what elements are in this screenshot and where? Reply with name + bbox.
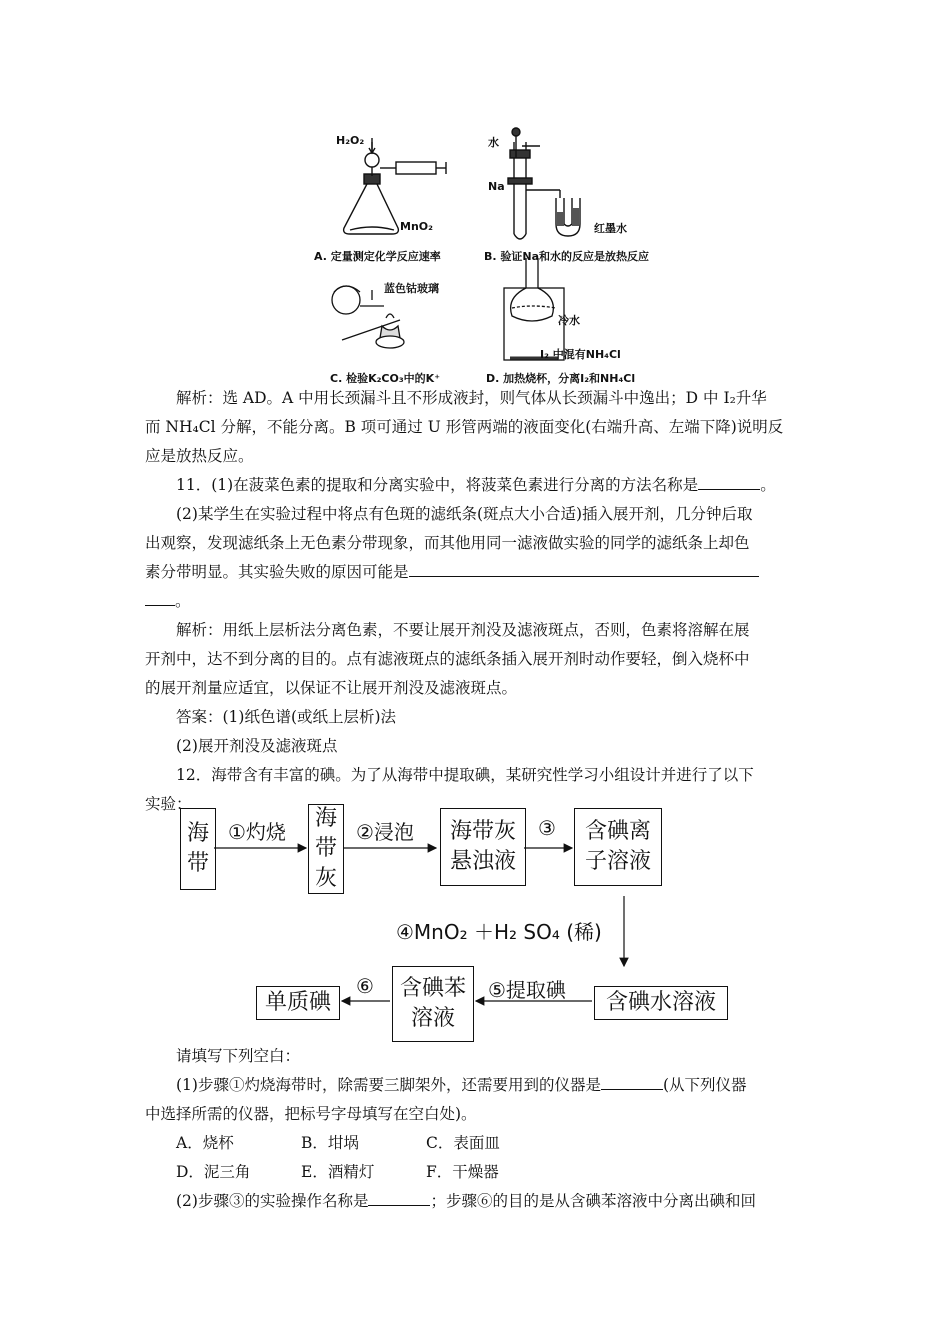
- q11-part2-line3: [145, 558, 807, 587]
- box-ash-suspension: 海带灰 悬浊液: [440, 808, 526, 886]
- caption-b: B. 验证Na和水的反应是放热反应: [484, 250, 650, 263]
- q11-answer2: (2)展开剂没及滤液斑点: [176, 737, 338, 755]
- q11-analysis-line1: 解析：用纸上层析法分离色素，不要让展开剂没及滤液斑点，否则，色素将溶解在展: [176, 621, 750, 639]
- box-seaweed-ash: 海 带 灰: [308, 804, 344, 894]
- q11-part1: [145, 471, 807, 500]
- box-elemental-iodine: 单质碘: [256, 986, 340, 1020]
- answer-blank[interactable]: [698, 471, 760, 490]
- label-step2: ②浸泡: [356, 820, 414, 844]
- label-step1: ①灼烧: [228, 820, 286, 844]
- label-cobalt-glass: 蓝色钴玻璃: [384, 282, 439, 295]
- box-iodine-benzene: 含碘苯 溶液: [392, 966, 474, 1042]
- q12-s1-line1: [145, 1071, 807, 1100]
- option-c: C．表面皿: [426, 1134, 500, 1152]
- q11-part2-line2: 出观察，发现滤纸条上无色素分带现象，而其他用同一滤液做实验的同学的滤纸条上却色: [145, 534, 750, 552]
- label-i2-mix: I₂ 中混有NH₄Cl: [540, 348, 621, 361]
- q12-s1-text-end: (从下列仪器: [662, 1076, 747, 1094]
- q10-analysis-line1: 解析：选 AD。A 中用长颈漏斗且不形成液封，则气体从长颈漏斗中逸出；D 中 I₂升华: [176, 389, 767, 407]
- q11-part2-line4: [145, 587, 807, 616]
- box-seaweed: 海 带: [180, 808, 216, 890]
- label-step5: ⑤提取碘: [488, 978, 566, 1002]
- q12-fill-prompt: 请填写下列空白：: [176, 1047, 301, 1065]
- q12-s1-line2: 中选择所需的仪器，把标号字母填写在空白处)。: [145, 1105, 477, 1123]
- q12-s2-text-end: ；步骤⑥的目的是从含碘苯溶液中分离出碘和回: [430, 1192, 756, 1210]
- q10-analysis-line3: 应是放热反应。: [145, 447, 254, 465]
- q11-analysis-line3: 的展开剂量应适宜，以保证不让展开剂没及滤液斑点。: [145, 679, 518, 697]
- label-cold-water: 冷水: [558, 314, 580, 327]
- options-row-2: [145, 1158, 807, 1187]
- caption-d: D. 加热烧杯，分离I₂和NH₄Cl: [486, 372, 636, 385]
- box-iodine-water: 含碘水溶液: [594, 986, 728, 1020]
- q12-intro-line2: 实验：: [145, 795, 192, 813]
- caption-c: C. 检验K₂CO₃中的K⁺: [330, 372, 440, 385]
- q11-part2-end: 。: [175, 592, 191, 610]
- answer-blank[interactable]: [145, 587, 175, 606]
- option-b: B．坩埚: [301, 1134, 359, 1152]
- answer-blank[interactable]: [368, 1187, 430, 1206]
- q12-s2-line1: [145, 1187, 807, 1216]
- label-water: 水: [488, 136, 499, 149]
- q11-part2-line1: (2)某学生在实验过程中将点有色斑的滤纸条(斑点大小合适)插入展开剂，几分钟后取: [176, 505, 753, 523]
- q11-part1-end: 。: [760, 476, 776, 494]
- text-block-lower: [145, 1042, 807, 1216]
- label-step3: ③: [538, 816, 556, 840]
- box-iodide-solution: 含碘离 子溶液: [574, 808, 662, 886]
- option-e: E．酒精灯: [301, 1163, 375, 1181]
- iodine-extraction-flow: [170, 800, 770, 1050]
- label-step4: ④MnO₂ ＋H₂ SO₄ (稀): [396, 920, 602, 944]
- q11-part1-text: 11．(1)在菠菜色素的提取和分离实验中，将菠菜色素进行分离的方法名称是: [176, 476, 699, 494]
- label-h2o2: H₂O₂: [336, 134, 365, 147]
- label-na: Na: [488, 180, 505, 193]
- q12-s1-text: (1)步骤①灼烧海带时，除需要三脚架外，还需要用到的仪器是: [176, 1076, 601, 1094]
- option-f: F．干燥器: [426, 1163, 499, 1181]
- option-a: A．烧杯: [176, 1134, 234, 1152]
- answer-blank[interactable]: [409, 558, 759, 577]
- label-mno2: MnO₂: [400, 220, 433, 233]
- q10-analysis-line2: 而 NH₄Cl 分解，不能分离。B 项可通过 U 形管两端的液面变化(右端升高、左端下降)说明反: [145, 418, 784, 436]
- q12-intro-line1: 12．海带含有丰富的碘。为了从海带中提取碘，某研究性学习小组设计并进行了以下: [176, 766, 754, 784]
- label-red-ink: 红墨水: [594, 222, 627, 235]
- option-d: D．泥三角: [176, 1163, 251, 1181]
- q11-answer1: 答案：(1)纸色谱(或纸上层析)法: [176, 708, 397, 726]
- text-block-upper: [145, 384, 807, 819]
- label-step6: ⑥: [356, 974, 374, 998]
- apparatus-figure: [300, 120, 720, 385]
- q11-analysis-line2: 开剂中，达不到分离的目的。点有滤液斑点的滤纸条插入展开剂时动作要轻，倒入烧杯中: [145, 650, 750, 668]
- caption-a: A. 定量测定化学反应速率: [314, 250, 441, 263]
- options-row-1: [145, 1129, 807, 1158]
- q11-part2-line3-text: 素分带明显。其实验失败的原因可能是: [145, 563, 409, 581]
- answer-blank[interactable]: [601, 1071, 663, 1090]
- q12-s2-text: (2)步骤③的实验操作名称是: [176, 1192, 369, 1210]
